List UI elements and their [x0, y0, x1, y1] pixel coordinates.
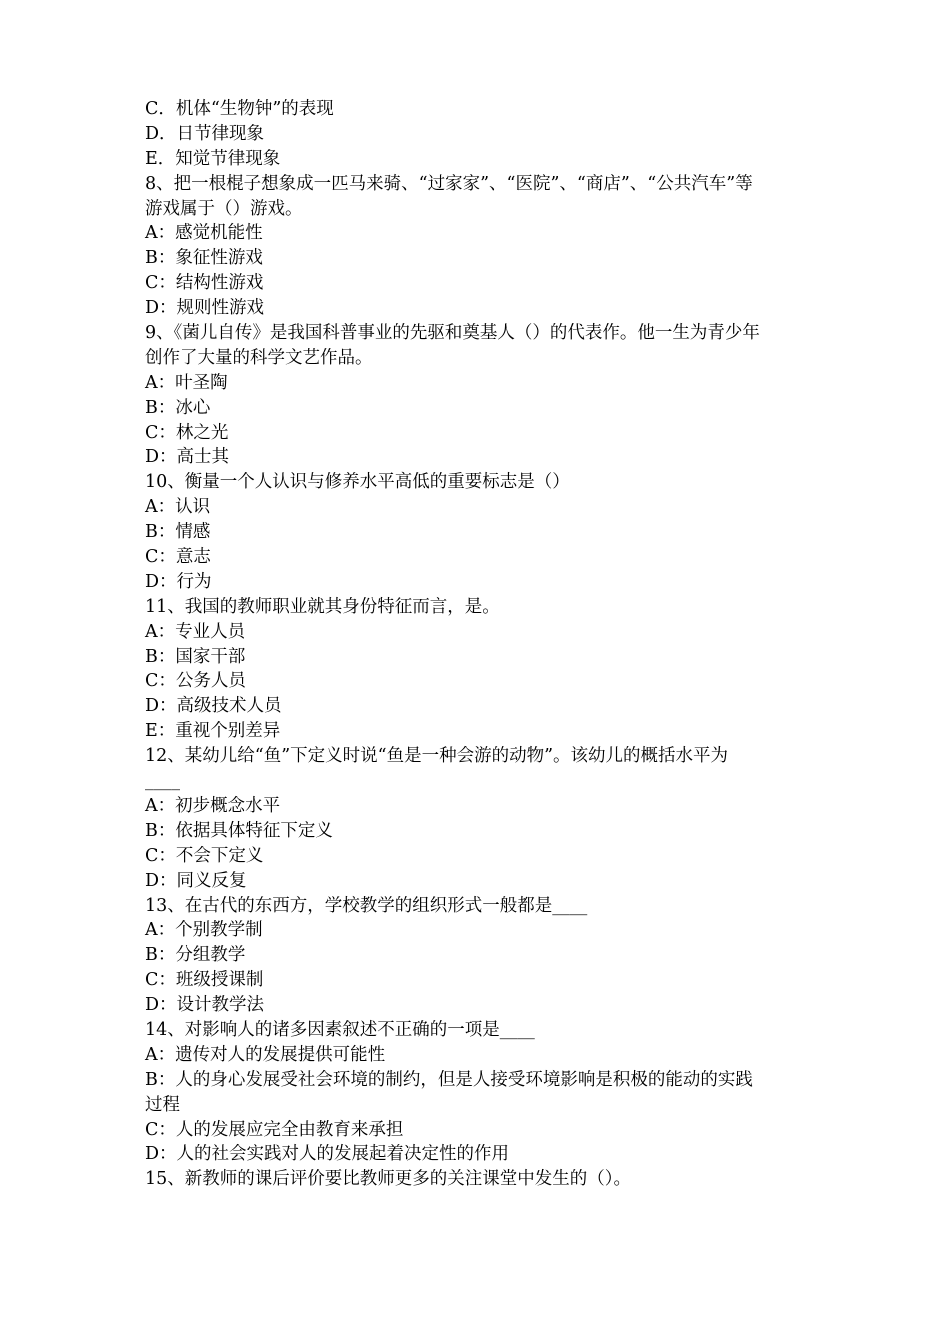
question-12-blank: ____ [145, 771, 180, 792]
q13-option-a: A：个别教学制 [145, 920, 263, 941]
question-13-stem: 13、在古代的东西方，学校教学的组织形式一般都是____ [145, 895, 588, 916]
q14-option-b: B：人的身心发展受社会环境的制约，但是人接受环境影响是积极的能动的实践 [145, 1069, 753, 1090]
q8-option-d: D：规则性游戏 [145, 298, 265, 319]
q10-option-b: B：情感 [145, 522, 211, 543]
q9-option-d: D：高士其 [145, 447, 230, 468]
q13-option-b: B：分组教学 [145, 945, 246, 966]
question-9-stem-cont: 创作了大量的科学文艺作品。 [145, 347, 373, 368]
q14-option-d: D：人的社会实践对人的发展起着决定性的作用 [145, 1144, 510, 1165]
q10-option-a: A：认识 [145, 497, 211, 518]
q13-option-c: C：班级授课制 [145, 970, 264, 991]
question-15-stem: 15、新教师的课后评价要比教师更多的关注课堂中发生的（）。 [145, 1169, 632, 1190]
document-text [145, 97, 820, 1192]
q9-option-b: B：冰心 [145, 397, 211, 418]
q12-option-d: D：同义反复 [145, 870, 247, 891]
q12-option-b: B：依据具体特征下定义 [145, 820, 333, 841]
option-e-text: E．知觉节律现象 [145, 148, 281, 169]
question-8-stem: 8、把一根棍子想象成一匹马来骑、“过家家”、“医院”、“商店”、“公共汽车”等 [145, 173, 753, 194]
q11-option-a: A：专业人员 [145, 621, 246, 642]
q12-option-c: C：不会下定义 [145, 845, 264, 866]
q9-option-c: C：林之光 [145, 422, 229, 443]
q8-option-b: B：象征性游戏 [145, 248, 263, 269]
q14-option-a: A：遗传对人的发展提供可能性 [145, 1044, 386, 1065]
q14-option-b-cont: 过程 [145, 1094, 180, 1115]
q10-option-c: C：意志 [145, 547, 211, 568]
question-10-stem: 10、衡量一个人认识与修养水平高低的重要标志是（） [145, 472, 570, 493]
q9-option-a: A：叶圣陶 [145, 372, 228, 393]
question-11-stem: 11、我国的教师职业就其身份特征而言，是。 [145, 596, 500, 617]
q8-option-c: C：结构性游戏 [145, 273, 264, 294]
question-9-stem: 9、《菌儿自传》是我国科普事业的先驱和奠基人（）的代表作。他一生为青少年 [145, 323, 760, 344]
q13-option-d: D：设计教学法 [145, 995, 265, 1016]
q10-option-d: D：行为 [145, 571, 212, 592]
question-8-stem-cont: 游戏属于（）游戏。 [145, 198, 303, 219]
question-12-stem: 12、某幼儿给“鱼”下定义时说“鱼是一种会游的动物”。该幼儿的概括水平为 [145, 746, 729, 767]
q12-option-a: A：初步概念水平 [145, 795, 281, 816]
question-14-stem: 14、对影响人的诸多因素叙述不正确的一项是____ [145, 1019, 535, 1040]
q11-option-e: E：重视个别差异 [145, 721, 281, 742]
q11-option-b: B：国家干部 [145, 646, 246, 667]
option-d-text: D．日节律现象 [145, 123, 265, 144]
option-c-text: C．机体“生物钟”的表现 [145, 99, 334, 119]
q8-option-a: A：感觉机能性 [145, 223, 263, 244]
q11-option-d: D：高级技术人员 [145, 696, 282, 717]
q14-option-c: C：人的发展应完全由教育来承担 [145, 1119, 404, 1140]
q11-option-c: C：公务人员 [145, 671, 246, 692]
